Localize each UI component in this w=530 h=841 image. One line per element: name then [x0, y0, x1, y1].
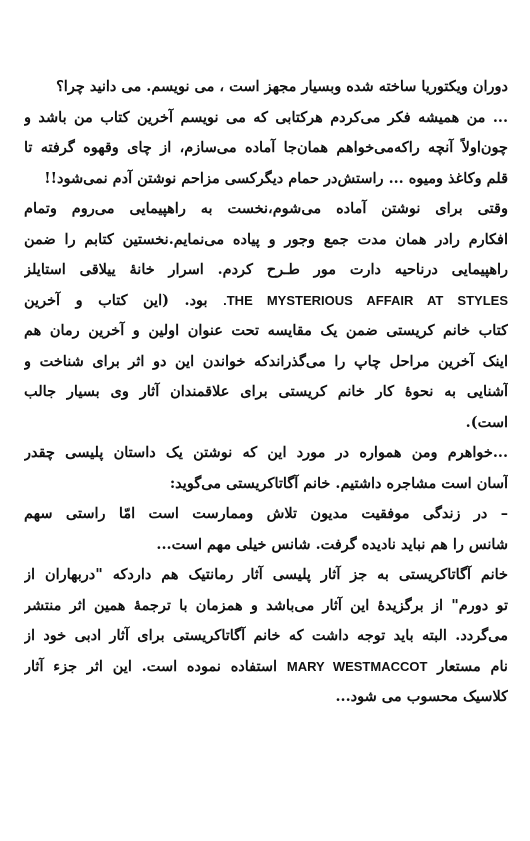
text-line: ... من همیشه فکر می‌کردم هرکتابی که می نویسم آخرین کتاب من باشد و	[24, 108, 508, 126]
pen-name-latin: MARY WESTMACCOT	[286, 658, 428, 674]
text-line: راهپیمایی درناحیه دارت مور طـرح کردم. اسرار خانهٔ ییلاقی استایلز	[24, 261, 508, 278]
text-line: تو دورم" از برگزیدهٔ این آثار می‌باشد و همزمان با ترجمهٔ همین اثر منتشر	[24, 596, 508, 614]
text-fragment: استفاده نموده است. این اثر جزء آثار	[24, 657, 278, 675]
text-line: خانم آگاتاکریستی به جز آثار پلیسی آثار رمانتیک هم داردکه "دربهاران از	[24, 566, 508, 583]
text-line: کتاب خانم کریستی ضمن یک مقایسه تحت عنوان اولین و آخرین رمان هم	[24, 322, 508, 339]
text-line: آشنایی به نحوهٔ کار خانم کریستی برای علاقمندان آثار وی بسیار جالب	[24, 383, 508, 400]
text-line: می‌گردد. البته باید توجه داشت که خانم آگاتاکریستی برای آثار ادبی خود از	[24, 627, 508, 644]
text-line: – در زندگی موفقیت مدیون تلاش وممارست است امّا راستی سهم	[24, 505, 508, 522]
text-line: است).	[465, 413, 508, 431]
text-line: آسان است مشاجره داشتیم. خانم آگاتاکریستی می‌گوید:	[169, 474, 508, 492]
book-title-latin: THE MYSTERIOUS AFFAIR AT STYLES.	[223, 292, 508, 308]
text-line: دوران ویکتوریا ساخته شده وبسیار مجهز است ، می نویسم. می دانید چرا؟	[56, 78, 508, 95]
text-line: چون‌اولاً آنچه راکه‌می‌خواهم همان‌جا آماده می‌سازم، از چای وقهوه گرفته تا	[24, 139, 508, 156]
text-line: افکارم رادر همان مدت جمع وجور و پیاده می‌نمایم.نخستین کتابم را ضمن	[24, 230, 508, 248]
text-fragment: نام مستعار	[437, 657, 508, 675]
text-line: شانس را هم نباید نادیده گرفت. شانس خیلی مهم است...	[156, 535, 508, 553]
text-line: ...خواهرم ومن همواره در مورد این که نوشتن یک داستان پلیسی چقدر	[24, 444, 508, 461]
text-line: اینک آخرین مراحل چاپ را می‌گذراندکه خواندن این دو اثر برای شناخت و	[24, 352, 508, 370]
book-page-text	[24, 72, 508, 713]
text-line: قلم وکاغذ ومیوه ... راستش‌در حمام دیگرکسی مزاحم نوشتن آدم نمی‌شود!!	[44, 169, 508, 187]
text-line: وقتی برای نوشتن آماده می‌شوم،نخست به راهپیمایی می‌روم وتمام	[24, 200, 508, 217]
text-fragment: بود. (این کتاب و آخرین	[24, 291, 208, 309]
text-line-mixed	[24, 286, 508, 317]
text-line-mixed	[24, 652, 508, 683]
text-line: کلاسیک محسوب می شود...	[335, 688, 508, 705]
